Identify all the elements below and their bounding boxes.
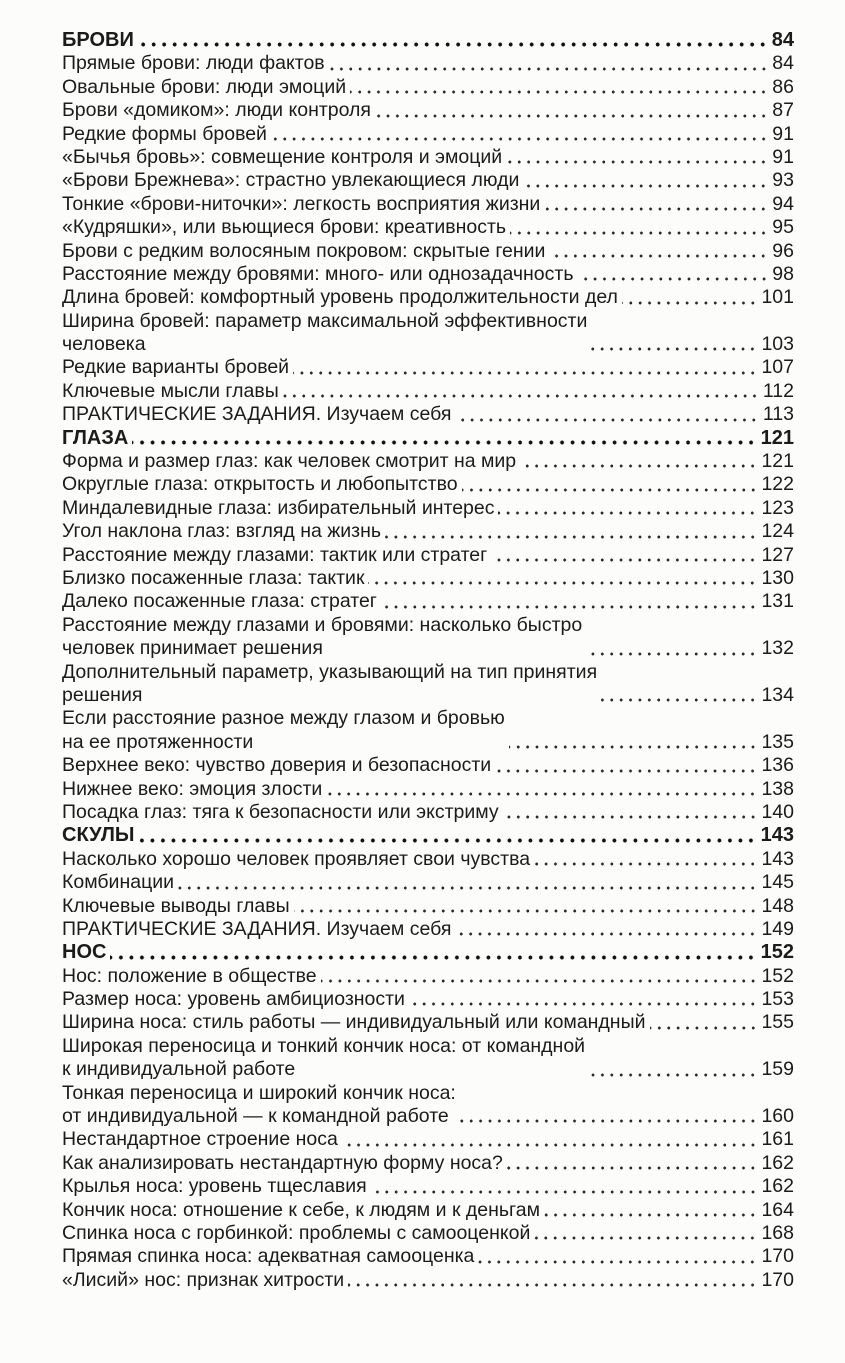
dot-leader (622, 301, 758, 305)
toc-entry (62, 473, 794, 496)
toc-page-number: 138 (761, 777, 794, 800)
toc-entry-title: Овальные брови: люди эмоций (62, 75, 347, 98)
toc-entry-title-line1: Тонкая переносица и широкий кончик носа: (62, 1081, 456, 1104)
toc-entry (62, 216, 794, 239)
dot-leader (507, 1166, 758, 1170)
dot-leader (371, 1190, 758, 1194)
toc-entry-title: Редкие варианты бровей (62, 356, 290, 379)
dot-leader (138, 838, 756, 843)
toc-entry-title: Крылья носа: уровень тщеславия (62, 1175, 367, 1198)
toc-entry-title: Ключевые мысли главы (62, 379, 279, 402)
dot-leader (491, 558, 757, 562)
dot-leader (110, 955, 756, 960)
toc-entry (62, 871, 794, 894)
toc-entry (62, 380, 794, 403)
toc-page-number: 145 (761, 871, 794, 894)
dot-leader (293, 371, 757, 375)
toc-page-number: 91 (772, 145, 794, 168)
toc-entry-title-line2: от индивидуальной — к командной работе (62, 1105, 449, 1128)
toc-entry (62, 169, 794, 192)
toc-page-number: 155 (761, 1011, 794, 1034)
dot-leader (283, 394, 759, 398)
toc-entry (62, 988, 794, 1011)
toc-entry-title: Нестандартное строение носа (62, 1128, 338, 1151)
toc-entry-title (62, 614, 582, 661)
dot-leader (534, 1236, 757, 1240)
dot-leader (523, 184, 768, 188)
toc-entry-title-line1: Ширина бровей: параметр максимальной эффективности (62, 309, 588, 332)
toc-section-heading (62, 29, 794, 52)
dot-leader (178, 886, 757, 890)
toc-entry-title: Прямые брови: люди фактов (62, 52, 325, 75)
toc-entry (62, 1082, 794, 1129)
toc-entry (62, 520, 794, 543)
toc-entry-title-line1: Если расстояние разное между глазом и бровью (62, 707, 505, 730)
toc-entry (62, 1245, 794, 1268)
toc-page-number: 136 (761, 754, 794, 777)
toc-entry (62, 1269, 794, 1292)
toc-entry-title: Длина бровей: комфортный уровень продолжительности дел (62, 286, 618, 309)
dot-leader (591, 347, 757, 351)
toc-page-number: 98 (772, 262, 794, 285)
toc-entry (62, 707, 794, 754)
toc-page-number: 170 (761, 1268, 794, 1291)
toc-page-number: 143 (760, 824, 794, 847)
toc-entry-title: Близко посаженные глаза: тактик (62, 566, 365, 589)
toc-entry (62, 965, 794, 988)
toc-page-number: 159 (761, 1058, 794, 1081)
toc-entry (62, 240, 794, 263)
toc-page-number: 84 (771, 28, 794, 51)
toc-entry (62, 146, 794, 169)
toc-entry-title: Брови «домиком»: люди контроля (62, 99, 371, 122)
toc-page-number: 160 (761, 1105, 794, 1128)
toc-entry (62, 1175, 794, 1198)
toc-page-number: 152 (761, 964, 794, 987)
dot-leader (368, 581, 757, 585)
toc-entry-title: Далеко посаженные глаза: стратег (62, 590, 377, 613)
toc-entry-title: Верхнее веко: чувство доверия и безопасности (62, 754, 492, 777)
toc-entry-title: ГЛАЗА (62, 426, 129, 449)
toc-entry (62, 567, 794, 590)
toc-entry-title: Нос: положение в обществе (62, 964, 317, 987)
toc-entry (62, 895, 794, 918)
toc-page-number: 103 (761, 333, 794, 356)
toc-entry (62, 544, 794, 567)
toc-entry-title: Форма и размер глаз: как человек смотрит на мир (62, 450, 517, 473)
toc-page-number: 149 (761, 917, 794, 940)
toc-entry (62, 403, 794, 426)
toc-page-number: 113 (762, 403, 794, 426)
dot-leader (589, 1073, 757, 1077)
toc-entry-title: Посадка глаз: тяга к безопасности или экстриму (62, 800, 499, 823)
dot-leader (549, 254, 768, 258)
toc-page-number: 101 (761, 286, 794, 309)
toc-entry-title (62, 310, 587, 357)
toc-entry-title-line1: Расстояние между глазами и бровями: насколько быстро (62, 613, 583, 636)
toc-entry-title: ПРАКТИЧЕСКИЕ ЗАДАНИЯ. Изучаем себя (62, 403, 452, 426)
dot-leader (460, 1119, 758, 1123)
toc-page-number: 86 (772, 75, 794, 98)
dot-leader (385, 535, 757, 539)
dot-leader (601, 698, 757, 702)
toc-entry (62, 1128, 794, 1151)
dot-leader (326, 792, 757, 796)
toc-page-number: 87 (772, 99, 794, 122)
toc-page-number: 94 (772, 192, 794, 215)
dot-leader (478, 1260, 757, 1264)
toc-entry-title: Насколько хорошо человек проявляет свои чувства (62, 847, 531, 870)
dot-leader (348, 1283, 757, 1287)
toc-entry (62, 754, 794, 777)
table-of-contents (62, 29, 794, 1292)
dot-leader (329, 67, 769, 71)
toc-entry (62, 590, 794, 613)
toc-entry-title-line2: человека (62, 333, 146, 356)
dot-leader (138, 42, 768, 47)
toc-entry (62, 1222, 794, 1245)
toc-entry-title (62, 707, 505, 754)
toc-entry-title-line1: Дополнительный параметр, указывающий на тип принятия (62, 660, 598, 683)
toc-entry-title: СКУЛЫ (62, 824, 135, 847)
toc-entry-title: Миндалевидные глаза: избирательный интерес (62, 496, 495, 519)
dot-leader (381, 605, 758, 609)
dot-leader (510, 231, 768, 235)
toc-page-number: 91 (772, 122, 794, 145)
toc-entry-title: Расстояние между глазами: тактик или стратег (62, 543, 488, 566)
toc-section-heading (62, 824, 794, 847)
toc-page-number: 127 (761, 543, 794, 566)
toc-entry-title: НОС (62, 941, 107, 964)
toc-page-number: 162 (761, 1151, 794, 1174)
dot-leader (271, 137, 768, 141)
toc-entry-title: Редкие формы бровей (62, 122, 267, 145)
toc-page-number: 96 (772, 239, 794, 262)
toc-entry (62, 1011, 794, 1034)
toc-entry-title: Как анализировать нестандартную форму носа? (62, 1151, 503, 1174)
toc-entry-title: «Кудряшки», или вьющиеся брови: креативность (62, 216, 507, 239)
toc-entry-title-line2: решения (62, 683, 143, 706)
toc-entry (62, 614, 794, 661)
toc-page-number: 153 (761, 988, 794, 1011)
toc-page-number: 122 (761, 473, 794, 496)
dot-leader (544, 1213, 757, 1217)
toc-entry (62, 918, 794, 941)
toc-entry (62, 310, 794, 357)
toc-entry (62, 356, 794, 379)
toc-entry-title: Угол наклона глаз: взгляд на жизнь (62, 520, 382, 543)
toc-entry-title: Тонкие «брови-ниточки»: легкость восприятия жизни (62, 192, 541, 215)
toc-entry-title (62, 661, 597, 708)
toc-entry (62, 99, 794, 122)
toc-entry (62, 1152, 794, 1175)
dot-leader (132, 440, 756, 445)
toc-page-number: 135 (761, 730, 794, 753)
toc-entry (62, 1035, 794, 1082)
toc-page-number: 134 (761, 683, 794, 706)
toc-entry-title: Расстояние между бровями: много- или однозадачность (62, 262, 574, 285)
toc-section-heading (62, 427, 794, 450)
toc-entry-title-line2: на ее протяженности (62, 730, 254, 753)
dot-leader (544, 207, 768, 211)
dot-leader (409, 1002, 758, 1006)
dot-leader (520, 464, 757, 468)
toc-entry (62, 52, 794, 75)
dot-leader (578, 277, 769, 281)
toc-entry-title: Комбинации (62, 871, 175, 894)
toc-entry-title: Брови с редким волосяным покровом: скрытые гении (62, 239, 546, 262)
dot-leader (294, 909, 758, 913)
toc-entry-title: Прямая спинка носа: адекватная самооценка (62, 1245, 475, 1268)
dot-leader (586, 652, 757, 656)
toc-entry-title-line2: человек принимает решения (62, 637, 323, 660)
toc-entry-title: Округлые глаза: открытость и любопытство (62, 473, 458, 496)
dot-leader (509, 745, 758, 749)
toc-entry-title: Ключевые выводы главы (62, 894, 290, 917)
toc-page-number: 93 (772, 169, 794, 192)
toc-entry-title: Кончик носа: отношение к себе, к людям и к деньгам (62, 1198, 540, 1221)
toc-page-number: 148 (761, 894, 794, 917)
toc-entry-title (62, 1035, 585, 1082)
toc-page-number: 162 (761, 1175, 794, 1198)
toc-entry-title: Нижнее веко: эмоция злости (62, 777, 323, 800)
dot-leader (503, 815, 758, 819)
toc-entry (62, 1199, 794, 1222)
toc-page-number: 152 (760, 941, 794, 964)
toc-entry (62, 848, 794, 871)
dot-leader (375, 114, 768, 118)
toc-entry (62, 123, 794, 146)
toc-page-number: 140 (761, 800, 794, 823)
toc-page-number: 161 (761, 1128, 794, 1151)
toc-entry (62, 450, 794, 473)
toc-page-number: 107 (761, 356, 794, 379)
dot-leader (455, 418, 759, 422)
toc-entry (62, 286, 794, 309)
toc-entry (62, 497, 794, 520)
toc-entry-title: Ширина носа: стиль работы — индивидуальный или командный (62, 1011, 646, 1034)
toc-page-number: 121 (761, 450, 794, 473)
toc-page-number: 123 (761, 496, 794, 519)
dot-leader (498, 511, 757, 515)
toc-entry (62, 76, 794, 99)
toc-entry-title (62, 1082, 456, 1129)
dot-leader (342, 1143, 758, 1147)
toc-entry (62, 193, 794, 216)
dot-leader (462, 488, 758, 492)
toc-page-number: 121 (760, 426, 794, 449)
toc-page-number: 112 (762, 379, 794, 402)
toc-entry (62, 778, 794, 801)
toc-entry (62, 801, 794, 824)
dot-leader (495, 769, 757, 773)
toc-section-heading (62, 941, 794, 964)
toc-page-number: 124 (761, 520, 794, 543)
dot-leader (650, 1026, 758, 1030)
dot-leader (534, 862, 757, 866)
toc-page-number: 164 (761, 1198, 794, 1221)
toc-page-number: 143 (761, 847, 794, 870)
dot-leader (455, 932, 757, 936)
toc-page-number: 95 (772, 216, 794, 239)
toc-page-number: 170 (761, 1245, 794, 1268)
toc-entry-title-line1: Широкая переносица и тонкий кончик носа: от командной (62, 1034, 586, 1057)
toc-entry-title: Размер носа: уровень амбициозности (62, 988, 405, 1011)
toc-entry-title: «Брови Брежнева»: страстно увлекающиеся люди (62, 169, 520, 192)
toc-page-number: 168 (761, 1222, 794, 1244)
toc-entry-title: Спинка носа с горбинкой: проблемы с самооценкой (62, 1222, 531, 1244)
toc-page-number: 131 (761, 590, 794, 613)
toc-entry (62, 263, 794, 286)
toc-entry-title-line2: к индивидуальной работе (62, 1058, 296, 1081)
dot-leader (350, 90, 768, 94)
toc-entry-title: «Бычья бровь»: совмещение контроля и эмоций (62, 145, 503, 168)
toc-entry-title: БРОВИ (62, 28, 134, 51)
toc-page-number: 84 (772, 52, 794, 75)
toc-page-number: 130 (761, 566, 794, 589)
toc-entry-title: ПРАКТИЧЕСКИЕ ЗАДАНИЯ. Изучаем себя (62, 917, 452, 940)
toc-page-number: 132 (761, 637, 794, 660)
dot-leader (506, 160, 768, 164)
toc-entry (62, 661, 794, 708)
toc-entry-title: «Лисий» нос: признак хитрости (62, 1268, 345, 1291)
dot-leader (321, 979, 758, 983)
